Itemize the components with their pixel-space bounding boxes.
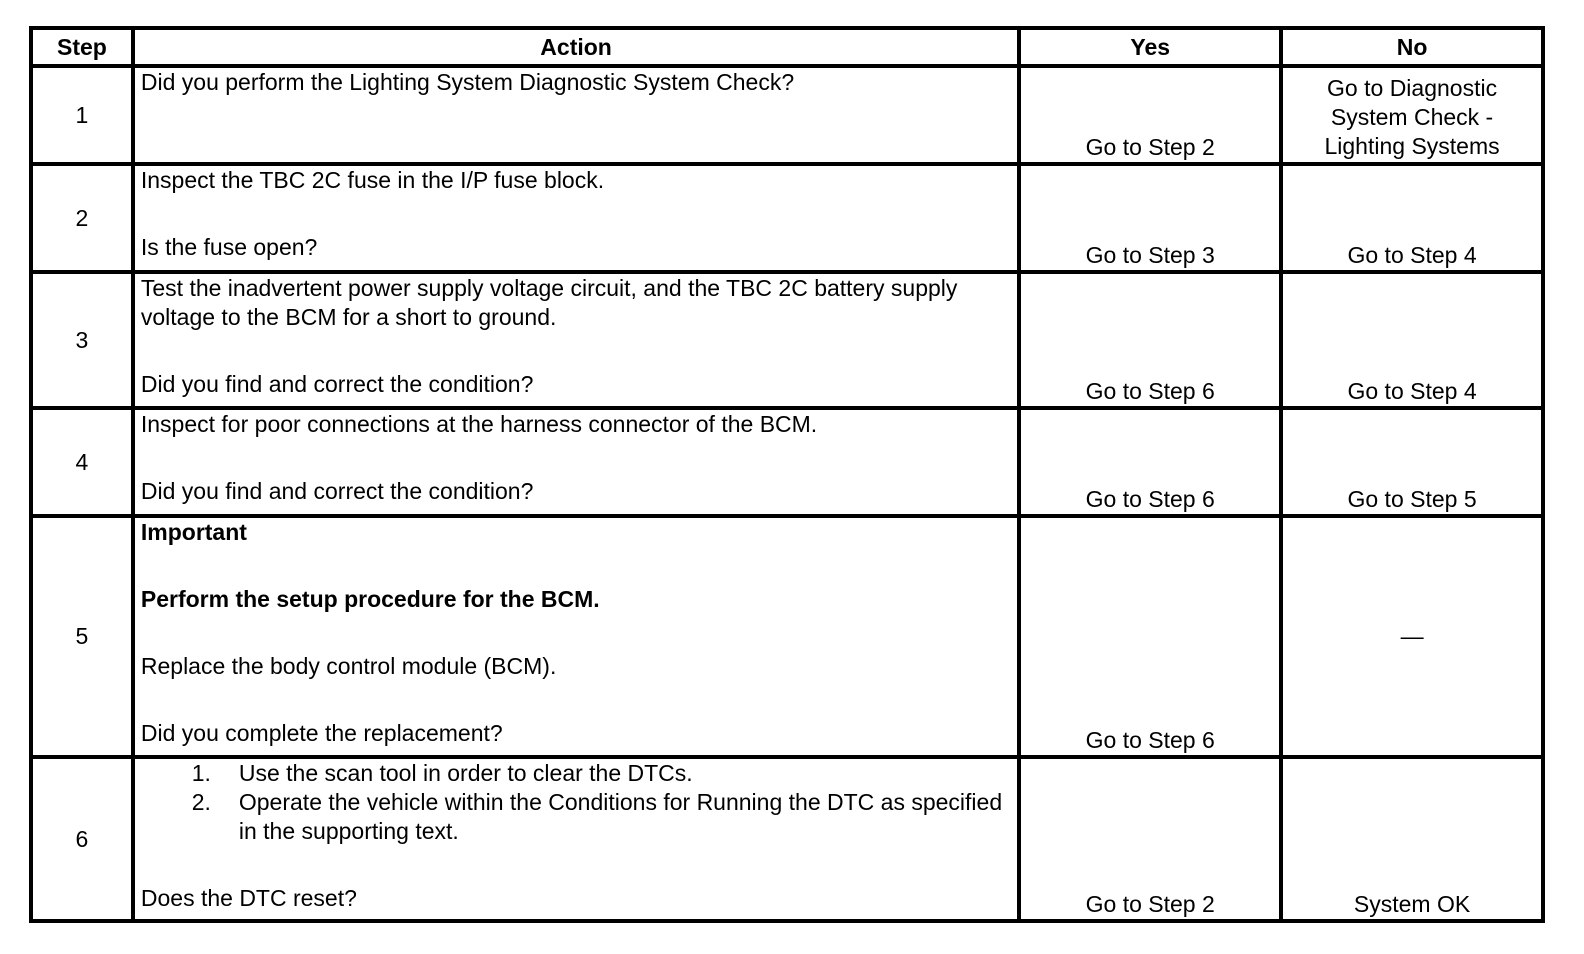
- yes-cell: Go to Step 6: [1019, 272, 1281, 408]
- action-cell: [133, 164, 1019, 272]
- no-cell: Go to Diagnostic System Check - Lighting Systems: [1281, 66, 1543, 164]
- yes-cell: Go to Step 3: [1019, 164, 1281, 272]
- diagnostic-table: [29, 26, 1545, 923]
- yes-cell: Go to Step 6: [1019, 516, 1281, 757]
- yes-cell: Go to Step 6: [1019, 408, 1281, 516]
- table-row: [31, 757, 1543, 921]
- step-number: 5: [31, 516, 133, 757]
- action-question: Did you find and correct the condition?: [140, 478, 534, 504]
- action-cell: [133, 272, 1019, 408]
- action-question: Is the fuse open?: [140, 234, 318, 260]
- header-no: No: [1281, 28, 1543, 66]
- yes-cell: Go to Step 2: [1019, 757, 1281, 921]
- action-cell: [133, 757, 1019, 921]
- yes-cell: Go to Step 2: [1019, 66, 1281, 164]
- step-number: 2: [31, 164, 133, 272]
- action-question: Did you find and correct the condition?: [140, 371, 534, 397]
- list-item-number: 2.: [191, 789, 211, 815]
- action-text: Replace the body control module (BCM).: [140, 653, 557, 679]
- action-cell: [133, 408, 1019, 516]
- action-text: Inspect the TBC 2C fuse in the I/P fuse block.: [140, 167, 605, 193]
- list-item: [141, 788, 1011, 846]
- step-number: 4: [31, 408, 133, 516]
- table-row: [31, 66, 1543, 164]
- action-question: Did you complete the replacement?: [140, 720, 503, 746]
- important-label: Important: [140, 519, 247, 545]
- important-text: Perform the setup procedure for the BCM.: [140, 586, 600, 612]
- table-row: [31, 164, 1543, 272]
- list-item: [141, 759, 1011, 788]
- no-cell: System OK: [1281, 757, 1543, 921]
- no-cell: —: [1281, 516, 1543, 757]
- table-row: [31, 516, 1543, 757]
- action-cell: [133, 66, 1019, 164]
- procedure-list: [141, 759, 1011, 846]
- list-item-text: Operate the vehicle within the Conditions for Running the DTC as specified in the supporting text.: [238, 789, 1003, 844]
- step-number: 1: [31, 66, 133, 164]
- no-cell: Go to Step 4: [1281, 164, 1543, 272]
- list-item-text: Use the scan tool in order to clear the DTCs.: [238, 760, 693, 786]
- action-cell: [133, 516, 1019, 757]
- action-text: Did you perform the Lighting System Diagnostic System Check?: [140, 69, 795, 95]
- step-number: 3: [31, 272, 133, 408]
- header-row: [31, 28, 1543, 66]
- action-question: Does the DTC reset?: [140, 885, 357, 911]
- action-text: Inspect for poor connections at the harness connector of the BCM.: [140, 411, 818, 437]
- action-text: Test the inadvertent power supply voltage circuit, and the TBC 2C battery supply voltage to the BCM for a short to ground.: [140, 275, 958, 330]
- header-action: Action: [133, 28, 1019, 66]
- list-item-number: 1.: [191, 760, 211, 786]
- table-row: [31, 408, 1543, 516]
- table-row: [31, 272, 1543, 408]
- no-cell: Go to Step 5: [1281, 408, 1543, 516]
- header-step: Step: [31, 28, 133, 66]
- no-cell: Go to Step 4: [1281, 272, 1543, 408]
- step-number: 6: [31, 757, 133, 921]
- header-yes: Yes: [1019, 28, 1281, 66]
